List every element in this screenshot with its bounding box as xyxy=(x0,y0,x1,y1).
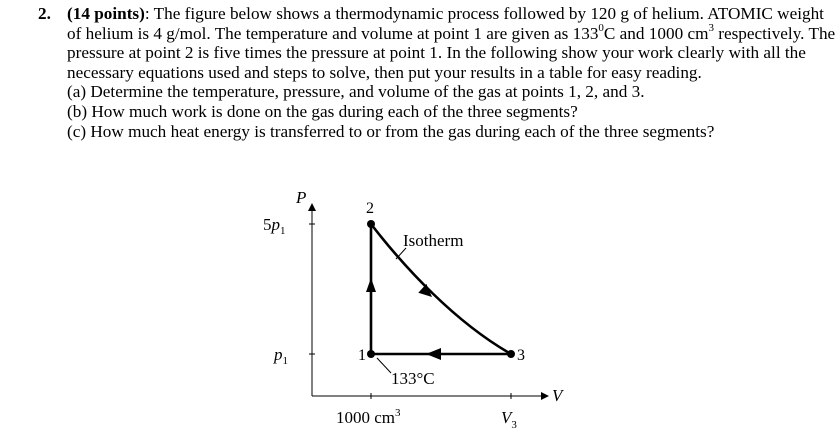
temp-label: 133°C xyxy=(391,369,435,388)
point-2-label: 2 xyxy=(366,200,374,217)
p-low-symbol: p xyxy=(274,345,283,364)
part-b: (b) How much work is done on the gas during each of the three segments? xyxy=(67,101,578,121)
v3-subscript: 3 xyxy=(511,419,517,431)
v3-symbol: V xyxy=(501,408,512,427)
p-axis-label: P xyxy=(296,188,307,207)
part-c: (c) How much heat energy is transferred to or from the gas during each of the three segments? xyxy=(67,121,715,141)
cubic-superscript: 3 xyxy=(708,21,714,34)
isotherm-label: Isotherm xyxy=(403,231,464,250)
problem-text-2: C and 1000 cm xyxy=(603,23,709,43)
point-2-dot xyxy=(367,220,375,228)
p-high-coefficient: 5 xyxy=(263,215,272,234)
problem-text-3: respectively. The pressure at point 2 is five times the pressure at point 1. In the following show your work clearly with all the necessary equations used and steps to solve, then put your results in a table for easy reading. xyxy=(67,23,836,82)
degree-superscript: 0 xyxy=(598,21,604,34)
p-low-label xyxy=(273,345,288,367)
segment-3-1-arrow xyxy=(426,348,441,360)
v1-superscript: 3 xyxy=(395,407,401,419)
p-high-symbol: p xyxy=(271,215,280,234)
point-3-label: 3 xyxy=(517,347,525,364)
v3-label xyxy=(501,408,517,431)
part-a: (a) Determine the temperature, pressure, and volume of the gas at points 1, 2, and 3. xyxy=(67,82,645,102)
segment-1-2-arrow xyxy=(366,278,376,292)
problem-number: 2. xyxy=(38,4,51,23)
problem-text-1: : The figure below shows a thermodynamic process followed by 120 g of helium. ATOMIC weight of helium is 4 g/mol. The temperature and volume at point 1 are given as 133 xyxy=(67,4,824,43)
point-1-dot xyxy=(367,350,375,358)
p-low-subscript: 1 xyxy=(282,355,288,367)
v1-label xyxy=(336,407,401,427)
temp-leader xyxy=(377,358,391,373)
point-3-dot xyxy=(507,350,515,358)
points-label: (14 points) xyxy=(67,4,145,23)
point-1-label: 1 xyxy=(358,347,366,364)
v-axis-label: V xyxy=(552,386,563,405)
v1-text: 1000 cm xyxy=(336,408,396,427)
p-high-label xyxy=(263,215,286,237)
p-high-subscript: 1 xyxy=(280,225,286,237)
